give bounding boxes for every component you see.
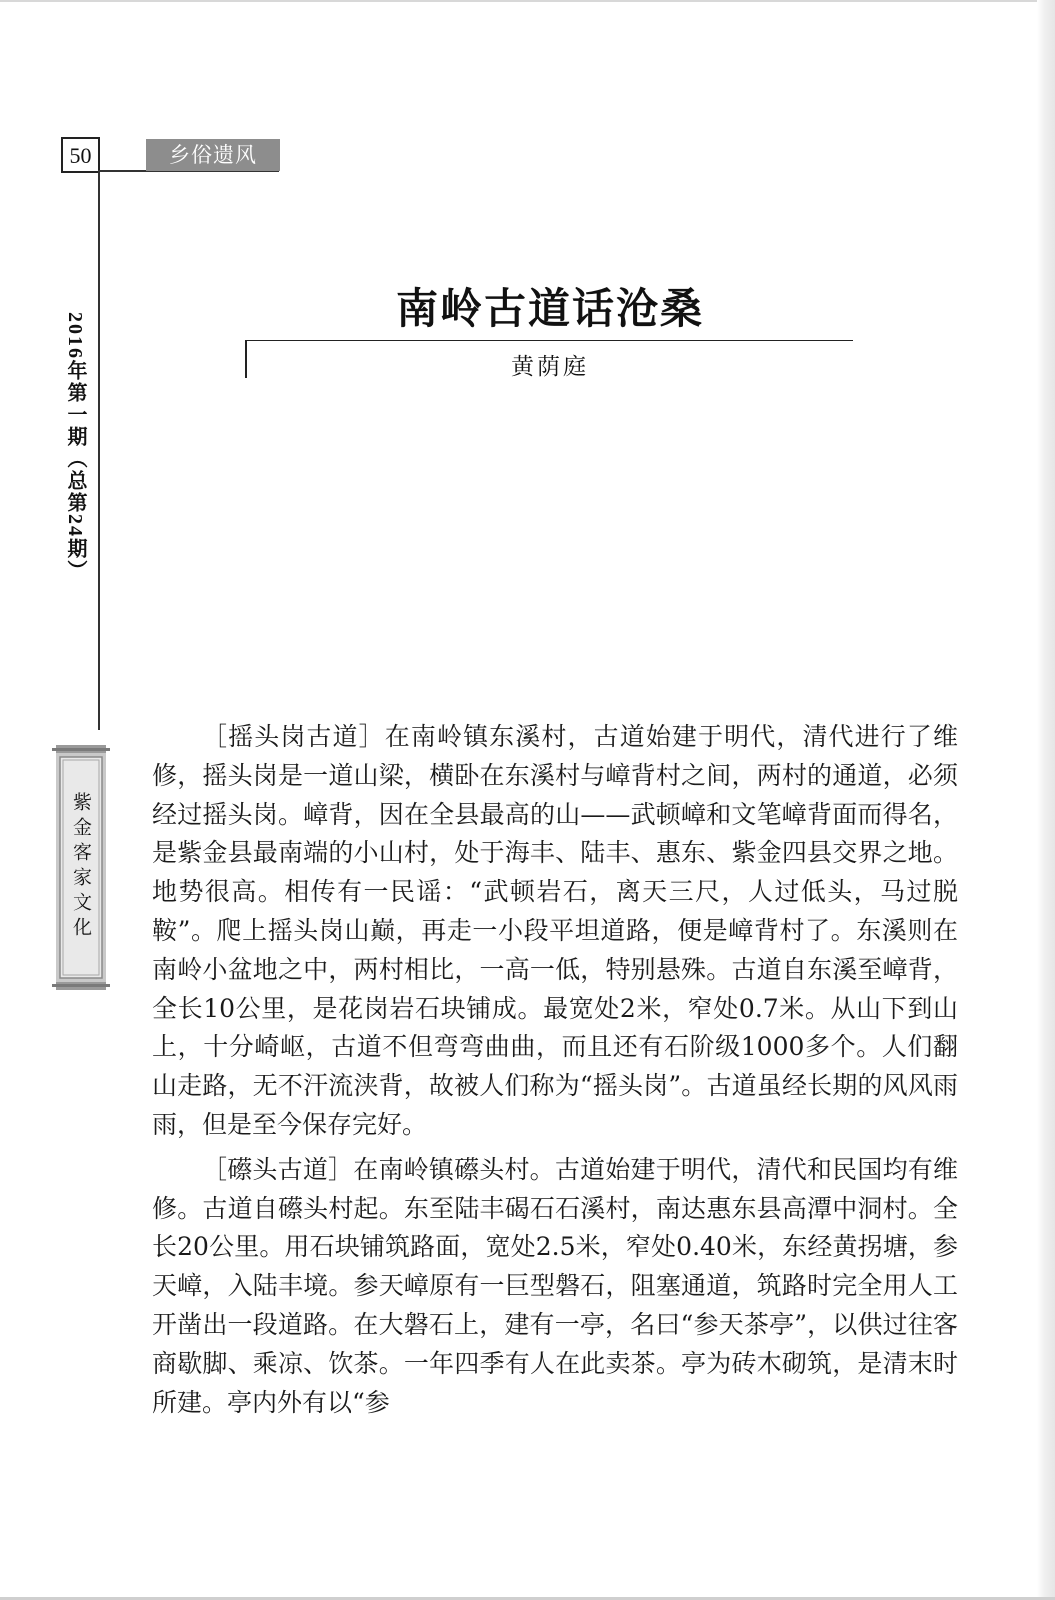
page-right-edge bbox=[1037, 0, 1055, 1600]
emblem-text: 紫金客家文化 bbox=[70, 792, 92, 942]
issue-label: 2016年第一期（总第24期） bbox=[64, 312, 86, 582]
article-body bbox=[152, 718, 958, 1422]
article-author: 黄荫庭 bbox=[511, 354, 589, 380]
page-number: 50 bbox=[61, 137, 100, 173]
paragraph-yaotougang: ［摇头岗古道］在南岭镇东溪村，古道始建于明代，清代进行了维修，摇头岗是一道山梁，横卧在东溪村与嶂背村之间，两村的通道，必须经过摇头岗。嶂背，因在全县最高的山——武顿嶂和文笔嶂背面而得名，是紫金县最南端的小山村，处于海丰、陆丰、惠东、紫金四县交界之地。地势很高。相传有一民谣：“武顿岩石，离天三尺，人过低头，马过脱鞍”。爬上摇头岗山巅，再走一小段平坦道路，便是嶂背村了。东溪则在南岭小盆地之中，两村相比，一高一低，特别悬殊。古道自东溪至嶂背，全长10公里，是花岗岩石块铺成。最宽处2米，窄处0.7米。从山下到山上，十分崎岖，古道不但弯弯曲曲，而且还有石阶级1000多个。人们翻山走路，无不汗流浃背，故被人们称为“摇头岗”。古道虽经长期的风风雨雨，但是至今保存完好。 bbox=[152, 722, 958, 1139]
page-top-edge bbox=[0, 0, 1055, 2]
paragraph-catou: ［礤头古道］在南岭镇礤头村。古道始建于明代，清代和民国均有维修。古道自礤头村起。东至陆丰碣石石溪村，南达惠东县高潭中洞村。全长20公里。用石块铺筑路面，宽处2.5米，窄处0.40米，东经黄拐塘，参天嶂，入陆丰境。参天嶂原有一巨型磐石，阻塞通道，筑路时完全用人工开凿出一段道路。在大磐石上，建有一亭，名曰“参天茶亭”，以供过往客商歇脚、乘凉、饮茶。一年四季有人在此卖茶。亭为砖木砌筑，是清末时所建。亭内外有以“参 bbox=[152, 1154, 958, 1417]
margin-vertical-rule bbox=[98, 170, 100, 730]
title-rule-tick bbox=[245, 340, 247, 378]
magazine-emblem bbox=[50, 745, 112, 990]
article-title: 南岭古道话沧桑 bbox=[395, 284, 704, 333]
title-rule bbox=[245, 340, 853, 341]
section-tag: 乡俗遗风 bbox=[146, 139, 280, 171]
